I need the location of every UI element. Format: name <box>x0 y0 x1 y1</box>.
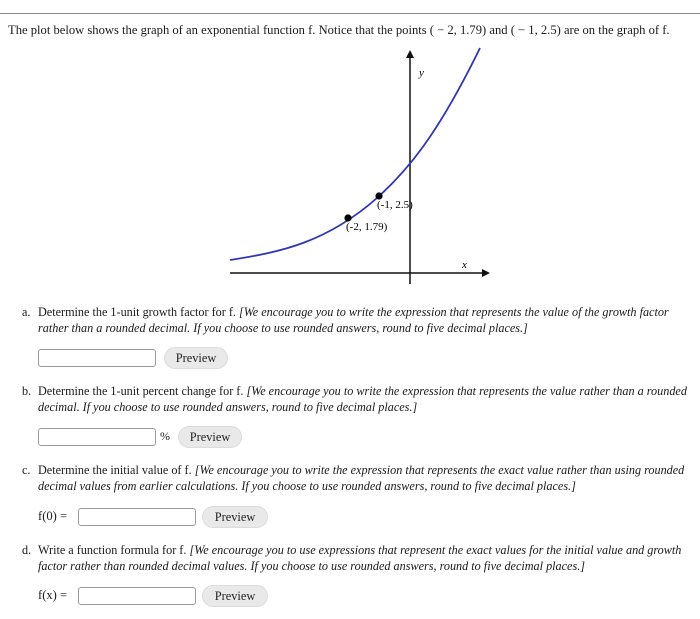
answer-b-input[interactable] <box>38 428 156 446</box>
answer-c-input[interactable] <box>78 508 196 526</box>
x-axis-arrow <box>482 269 490 277</box>
question-a-letter: a. <box>22 305 31 319</box>
question-a-text <box>38 304 700 336</box>
question-c-text <box>38 462 700 494</box>
question-a-note: [We encourage you to write the expression that represents the value of the growth factor rather than a rounded decimal. If you choose to use rounded answers, round to five decimal places.] <box>38 305 669 335</box>
question-c-letter: c. <box>22 463 31 477</box>
question-a-prompt: Determine the 1-unit growth factor for f. <box>38 305 236 319</box>
answer-d-input[interactable] <box>78 587 196 605</box>
question-b-letter: b. <box>22 384 32 398</box>
question-d-note: [We encourage you to use expressions that represent the exact values for the initial value and growth factor rather than rounded decimal values. If you choose to use rounded answers, round to five decimal places.] <box>38 543 682 573</box>
question-b-text <box>38 383 700 415</box>
question-c-prompt: Determine the initial value of f. <box>38 463 192 477</box>
intro-text: The plot below shows the graph of an exponential function f. Notice that the points ( − 2, 1.79) and ( − 1, 2.5) are on the graph of f. <box>8 23 670 37</box>
question-d-letter: d. <box>22 543 32 557</box>
y-axis-arrow <box>406 50 414 58</box>
preview-c-button[interactable]: Preview <box>202 506 268 528</box>
x-axis-label: x <box>462 259 467 271</box>
preview-a-button[interactable]: Preview <box>164 347 228 369</box>
point-neg1-label: (-1, 2.5) <box>377 199 413 211</box>
top-divider <box>0 13 700 14</box>
preview-b-button[interactable]: Preview <box>178 426 242 448</box>
preview-d-button[interactable]: Preview <box>202 585 268 607</box>
question-c-note: [We encourage you to write the expression that represents the exact value rather than using rounded decimal values from earlier calculations. If you choose to use rounded answers, round to five decimal places.] <box>38 463 685 493</box>
question-d-text <box>38 542 700 574</box>
point-neg2-label: (-2, 1.79) <box>346 221 388 233</box>
question-b-prompt: Determine the 1-unit percent change for f. <box>38 384 244 398</box>
answer-c-prefix: f(0) = <box>38 509 68 523</box>
exponential-graph <box>222 46 492 286</box>
y-axis-label: y <box>419 67 424 79</box>
percent-sign: % <box>160 429 170 443</box>
answer-d-prefix: f(x) = <box>38 588 68 602</box>
question-d-prompt: Write a function formula for f. <box>38 543 187 557</box>
answer-a-input[interactable] <box>38 349 156 367</box>
question-b-note: [We encourage you to write the expression that represents the value rather than a rounded decimal. If you choose to use rounded answers, round to five decimal places.] <box>38 384 687 414</box>
